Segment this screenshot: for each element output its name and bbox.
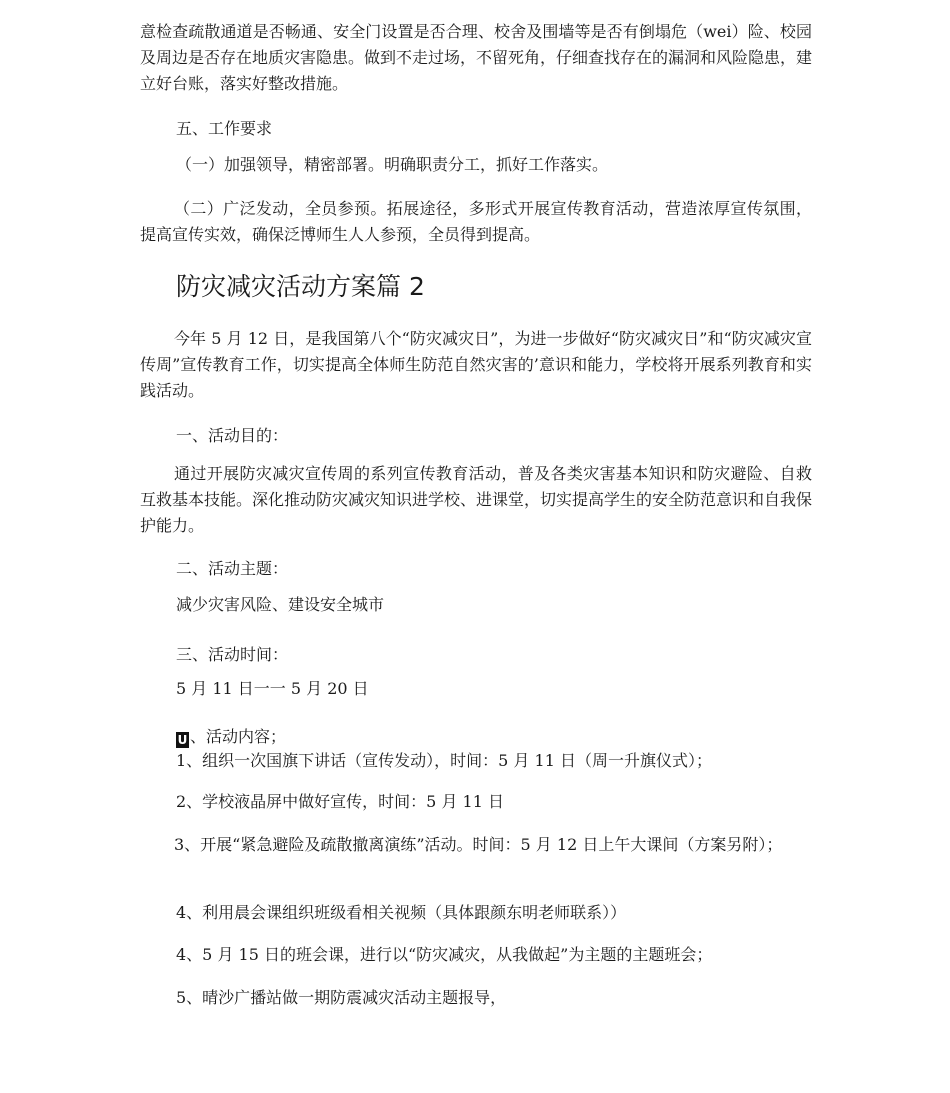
time-title: 三、活动时间： <box>176 645 289 664</box>
content-item-2: 2、学校液晶屏中做好宣传，时间：5 月 11 日 <box>176 792 504 811</box>
content-item-6: 5、晴沙广播站做一期防震减灾活动主题报导， <box>176 988 507 1007</box>
content-title-glyph: U <box>177 733 188 747</box>
theme-text: 减少灾害风险、建设安全城市 <box>176 595 385 614</box>
content-title-text: 、活动内容； <box>190 727 287 746</box>
intro-paragraph: 意检查疏散通道是否畅通、安全门设置是否合理、校舍及围墙等是否有倒塌危（wei）险、校园及周边是否存在地质灾害隐患。做到不走过场，不留死角，仔细查找存在的漏洞和风险隐患，建立好台账，落实好整改措施。 <box>140 22 813 93</box>
content-title <box>176 725 286 749</box>
section-5-item-1: （一）加强领导，精密部署。明确职责分工，抓好工作落实。 <box>176 155 609 174</box>
section-5-item-2: （二）广泛发动，全员参预。拓展途径，多形式开展宣传教育活动，营造浓厚宣传氛围，提高宣传实效，确保泛博师生人人参预，全员得到提高。 <box>140 199 812 244</box>
time-text: 5 月 11 日一一 5 月 20 日 <box>176 679 369 698</box>
theme-title: 二、活动主题： <box>176 559 289 578</box>
section-5-title: 五、工作要求 <box>176 119 273 138</box>
goal-title: 一、活动目的： <box>176 426 289 445</box>
goal-paragraph: 通过开展防灾减灾宣传周的系列宣传教育活动，普及各类灾害基本知识和防灾避险、自救互救基本技能。深化推动防灾减灾知识进学校、进课堂，切实提高学生的安全防范意识和自我保护能力。 <box>140 464 813 535</box>
content-item-5: 4、5 月 15 日的班会课，进行以“防灾减灾，从我做起”为主题的主题班会； <box>176 945 713 964</box>
content-item-3: 3、开展“紧急避险及疏散撤离演练”活动。时间：5 月 12 日上午大课间（方案另附）； <box>174 835 783 854</box>
content-item-4: 4、利用晨会课组织班级看相关视频（具体跟颜东明老师联系）） <box>176 903 627 922</box>
section-heading-plan-2: 防灾减灾活动方案篇 2 <box>176 272 425 301</box>
plan-2-intro-paragraph: 今年 5 月 12 日，是我国第八个“防灾减灾日”，为进一步做好“防灾减灾日”和“防灾减灾宣传周”宣传教育工作，切实提高全体师生防范自然灾害的’意识和能力，学校将开展系列教育和实践活动。 <box>140 329 812 400</box>
content-item-1: 1、组织一次国旗下讲话（宣传发动），时间：5 月 11 日（周一升旗仪式）； <box>176 751 712 770</box>
